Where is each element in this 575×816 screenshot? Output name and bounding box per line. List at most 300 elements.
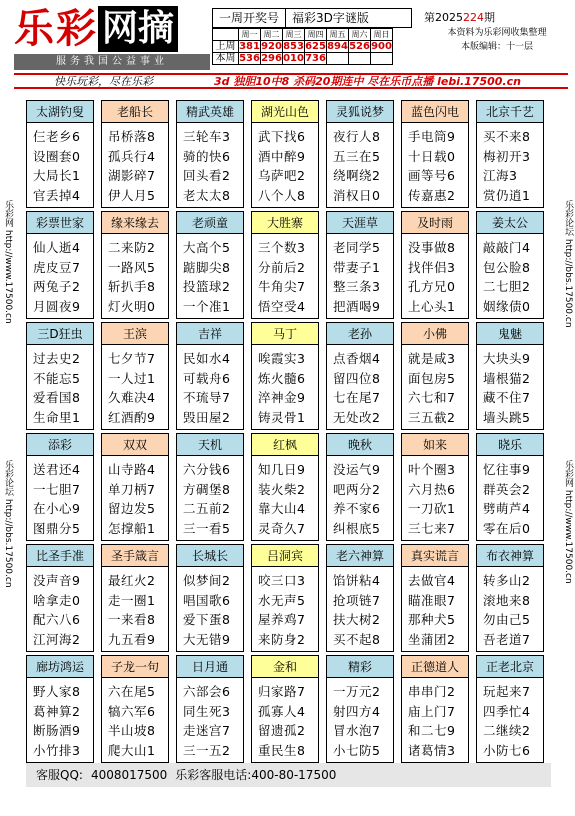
riddle-line: 把酒喝9 bbox=[333, 298, 381, 314]
riddle-lines bbox=[177, 234, 243, 316]
riddle-line: 水无声5 bbox=[258, 592, 306, 608]
riddle-line: 牛角尖7 bbox=[258, 279, 306, 294]
riddle-cell bbox=[476, 322, 544, 430]
riddle-author: 吕洞宾 bbox=[252, 545, 318, 567]
draw-table bbox=[212, 28, 393, 65]
draw-number: 381 bbox=[239, 41, 260, 52]
riddle-line: 三五截2 bbox=[408, 409, 456, 425]
riddle-line: 回头看2 bbox=[183, 168, 231, 183]
title-right: 福彩3D字谜版 bbox=[292, 11, 369, 25]
riddle-author: 精武英雄 bbox=[177, 101, 243, 123]
riddle-cell bbox=[101, 211, 169, 319]
riddle-cell bbox=[251, 655, 319, 763]
riddle-line: 留遗孤2 bbox=[258, 723, 306, 738]
riddle-line: 过去史2 bbox=[33, 351, 81, 366]
riddle-line: 六在尾5 bbox=[108, 684, 156, 699]
riddle-line: 装火柴2 bbox=[258, 481, 306, 497]
riddle-lines bbox=[402, 234, 468, 316]
riddle-author: 晚秋 bbox=[327, 434, 393, 456]
riddle-lines bbox=[327, 678, 393, 760]
riddle-line: 毁田屋2 bbox=[183, 409, 231, 425]
side-text-left-2: 乐彩论坛 http://bbs.17500.cn bbox=[3, 460, 13, 588]
riddle-line: 没运气9 bbox=[333, 462, 381, 477]
riddle-lines bbox=[402, 345, 468, 427]
riddle-line: 投篮球2 bbox=[183, 279, 231, 294]
riddle-line: 大块头9 bbox=[483, 351, 531, 366]
riddle-lines bbox=[327, 567, 393, 649]
riddle-author: 灵狐说梦 bbox=[327, 101, 393, 123]
riddle-cell bbox=[326, 433, 394, 541]
riddle-cell bbox=[101, 100, 169, 208]
riddle-line: 劈萌芦4 bbox=[483, 501, 531, 516]
riddle-line: 孤寡人4 bbox=[258, 703, 306, 719]
draw-days-row bbox=[213, 29, 393, 41]
riddle-line: 养不家6 bbox=[333, 501, 381, 516]
riddle-lines bbox=[402, 678, 468, 760]
riddle-line: 犒六军6 bbox=[108, 703, 156, 719]
draw-number: 536 bbox=[239, 53, 260, 64]
riddle-lines bbox=[102, 456, 168, 538]
riddle-author: 正老北京 bbox=[477, 656, 543, 678]
riddle-author: 小佛 bbox=[402, 323, 468, 345]
riddle-lines bbox=[27, 567, 93, 649]
riddle-line: 老同学5 bbox=[333, 240, 381, 255]
riddle-cell bbox=[476, 100, 544, 208]
riddle-line: 小竹排3 bbox=[33, 742, 81, 758]
riddle-line: 整三条3 bbox=[333, 279, 381, 294]
riddle-line: 在小心9 bbox=[33, 501, 81, 516]
riddle-line: 骑的快6 bbox=[183, 148, 231, 164]
riddle-lines bbox=[102, 123, 168, 205]
riddle-line: 三轮车3 bbox=[183, 129, 231, 144]
riddle-line: 设圈套0 bbox=[33, 148, 81, 164]
riddle-lines bbox=[252, 567, 318, 649]
riddle-cell bbox=[326, 211, 394, 319]
riddle-lines bbox=[252, 123, 318, 205]
riddle-cell bbox=[26, 433, 94, 541]
riddle-line: 买不来8 bbox=[483, 129, 531, 144]
riddle-lines bbox=[177, 345, 243, 427]
riddle-line: 没声音9 bbox=[33, 573, 81, 588]
riddle-line: 靠大山4 bbox=[258, 501, 306, 516]
riddle-lines bbox=[327, 345, 393, 427]
riddle-author: 布衣神算 bbox=[477, 545, 543, 567]
riddle-line: 一万元2 bbox=[333, 684, 381, 699]
footer bbox=[26, 763, 551, 787]
riddle-author: 彩票世家 bbox=[27, 212, 93, 234]
title-left: 一周开奖号 bbox=[213, 9, 286, 27]
riddle-line: 无处改2 bbox=[333, 409, 381, 425]
riddle-line: 方碉堡8 bbox=[183, 481, 231, 497]
riddle-line: 不能忘5 bbox=[33, 370, 81, 386]
riddle-lines bbox=[402, 123, 468, 205]
riddle-author: 比圣手准 bbox=[27, 545, 93, 567]
riddle-lines bbox=[477, 678, 543, 760]
riddle-line: 斩扒手8 bbox=[108, 279, 156, 294]
riddle-line: 转多山2 bbox=[483, 573, 531, 588]
riddle-line: 三一五2 bbox=[183, 742, 231, 758]
riddle-line: 二继续2 bbox=[483, 723, 531, 738]
riddle-author: 金和 bbox=[252, 656, 318, 678]
footer-phone: 乐彩客服电话:400-80-17500 bbox=[175, 768, 337, 782]
draw-number: 736 bbox=[305, 53, 326, 64]
riddle-line: 爱下蛋8 bbox=[183, 612, 231, 627]
riddle-line: 包公脸8 bbox=[483, 259, 531, 275]
riddle-line: 走一圈1 bbox=[108, 592, 156, 608]
riddle-cell bbox=[176, 655, 244, 763]
riddle-lines bbox=[102, 234, 168, 316]
riddle-lines bbox=[402, 456, 468, 538]
source-note: 本资料为乐彩网收集整理 bbox=[447, 28, 547, 38]
riddle-line: 小防七6 bbox=[483, 742, 531, 758]
riddle-line: 零在后0 bbox=[483, 520, 531, 536]
riddle-line: 月圆夜9 bbox=[33, 298, 81, 314]
riddle-author: 双双 bbox=[102, 434, 168, 456]
riddle-author: 缘来缘去 bbox=[102, 212, 168, 234]
riddle-cell bbox=[326, 322, 394, 430]
logo-main-text: 乐彩 bbox=[14, 6, 98, 52]
riddle-cell bbox=[401, 544, 469, 652]
riddle-lines bbox=[327, 456, 393, 538]
riddle-line: 大无错9 bbox=[183, 631, 231, 647]
riddle-author: 王滨 bbox=[102, 323, 168, 345]
riddle-line: 叶个圈3 bbox=[408, 462, 456, 477]
riddle-cell bbox=[401, 100, 469, 208]
riddle-line: 屋养鸡7 bbox=[258, 612, 306, 627]
riddle-line: 知几日9 bbox=[258, 462, 306, 477]
riddle-lines bbox=[252, 345, 318, 427]
riddle-author: 老六神算 bbox=[327, 545, 393, 567]
side-text-right-2: 乐彩网 http://www.17500.cn bbox=[563, 460, 573, 584]
riddle-line: 仨老乡6 bbox=[33, 129, 81, 144]
riddle-line: 夜行人8 bbox=[333, 129, 381, 144]
riddle-line: 带妻子1 bbox=[333, 259, 381, 275]
riddle-cell bbox=[401, 211, 469, 319]
riddle-cell bbox=[26, 655, 94, 763]
riddle-author: 天机 bbox=[177, 434, 243, 456]
riddle-line: 消权日0 bbox=[333, 187, 381, 203]
riddle-line: 咬三口3 bbox=[258, 573, 306, 588]
riddle-line: 吧两分2 bbox=[333, 481, 381, 497]
riddle-line: 大局长1 bbox=[33, 168, 81, 183]
riddle-author: 太湖钓叟 bbox=[27, 101, 93, 123]
riddle-line: 小七防5 bbox=[333, 742, 381, 758]
riddle-line: 六部会6 bbox=[183, 684, 231, 699]
day-label: 周二 bbox=[261, 29, 283, 41]
riddle-author: 长城长 bbox=[177, 545, 243, 567]
riddle-author: 红枫 bbox=[252, 434, 318, 456]
riddle-author: 及时雨 bbox=[402, 212, 468, 234]
footer-qq: 4008017500 bbox=[90, 768, 168, 782]
riddle-line: 踮脚尖8 bbox=[183, 259, 231, 275]
riddle-line: 湖影碎7 bbox=[108, 168, 156, 183]
riddle-cell bbox=[26, 100, 94, 208]
riddle-line: 墙头跳5 bbox=[483, 409, 531, 425]
riddle-cell bbox=[176, 100, 244, 208]
riddle-line: 二来防2 bbox=[108, 240, 156, 255]
riddle-lines bbox=[477, 456, 543, 538]
banner bbox=[14, 73, 568, 89]
banner-promo[interactable]: 3d 独胆10中8 杀码20期连中 尽在乐币点播 lebi.17500.cn bbox=[214, 75, 521, 88]
riddle-line: 红酒酌9 bbox=[108, 409, 156, 425]
riddle-lines bbox=[402, 567, 468, 649]
riddle-lines bbox=[327, 234, 393, 316]
riddle-line: 找伴侣3 bbox=[408, 259, 456, 275]
riddle-lines bbox=[177, 678, 243, 760]
draw-number: 900 bbox=[371, 41, 392, 52]
riddle-lines bbox=[102, 678, 168, 760]
draw-number bbox=[371, 53, 393, 65]
riddle-author: 晓乐 bbox=[477, 434, 543, 456]
riddle-line: 群英会2 bbox=[483, 481, 531, 497]
riddle-line: 一个准1 bbox=[183, 298, 231, 314]
riddle-line: 赏仍逍1 bbox=[483, 187, 531, 203]
riddle-line: 九五看9 bbox=[108, 631, 156, 647]
riddle-author: 鬼魅 bbox=[477, 323, 543, 345]
riddle-line: 配六八6 bbox=[33, 612, 81, 627]
riddle-cell bbox=[26, 211, 94, 319]
riddle-line: 七夕节7 bbox=[108, 351, 156, 366]
riddle-line: 淬神金9 bbox=[258, 390, 306, 405]
riddle-line: 仙人逝4 bbox=[33, 240, 81, 255]
title-row bbox=[212, 8, 412, 28]
riddle-cell bbox=[101, 544, 169, 652]
riddle-author: 子龙一句 bbox=[102, 656, 168, 678]
riddle-line: 江海3 bbox=[483, 168, 518, 183]
issue-info bbox=[424, 10, 570, 54]
draw-number: 894 bbox=[327, 41, 348, 52]
riddle-author: 马丁 bbox=[252, 323, 318, 345]
riddle-line: 灵奇久7 bbox=[258, 520, 306, 536]
riddle-line: 铸灵骨1 bbox=[258, 409, 306, 425]
riddle-lines bbox=[477, 345, 543, 427]
riddle-cell bbox=[176, 322, 244, 430]
riddle-line: 手电筒9 bbox=[408, 129, 456, 144]
riddle-line: 射四方4 bbox=[333, 703, 381, 719]
riddle-line: 玩起来7 bbox=[483, 684, 531, 699]
riddle-lines bbox=[477, 123, 543, 205]
riddle-line: 孔方兄0 bbox=[408, 279, 456, 294]
riddle-line: 绕啊绕2 bbox=[333, 168, 381, 183]
day-label: 周五 bbox=[327, 29, 349, 41]
riddle-line: 一来看8 bbox=[108, 612, 156, 627]
riddle-line: 单刀柄7 bbox=[108, 481, 156, 497]
riddle-line: 官丢掉4 bbox=[33, 187, 81, 203]
logo-net-text: 网摘 bbox=[98, 6, 178, 52]
riddle-line: 敲敲门4 bbox=[483, 240, 531, 255]
riddle-cell bbox=[101, 433, 169, 541]
riddle-line: 二五前2 bbox=[183, 501, 231, 516]
riddle-lines bbox=[327, 123, 393, 205]
riddle-author: 真实谎言 bbox=[402, 545, 468, 567]
riddle-line: 分前后2 bbox=[258, 259, 306, 275]
draw-number: 526 bbox=[349, 41, 370, 52]
riddle-line: 留四位8 bbox=[333, 370, 381, 386]
riddle-line: 瞄准眼7 bbox=[408, 592, 456, 608]
riddle-line: 一七胆7 bbox=[33, 481, 81, 497]
riddle-line: 一刀砍1 bbox=[408, 501, 456, 516]
side-text-left-1: 乐彩网 http://www.17500.cn bbox=[3, 200, 13, 324]
riddle-line: 六分钱6 bbox=[183, 462, 231, 477]
riddle-line: 最红火2 bbox=[108, 573, 156, 588]
riddle-author: 添彩 bbox=[27, 434, 93, 456]
riddle-author: 大胜寨 bbox=[252, 212, 318, 234]
riddle-line: 买不起8 bbox=[333, 631, 381, 647]
riddle-line: 图鼎分5 bbox=[33, 520, 81, 536]
riddle-author: 日月通 bbox=[177, 656, 243, 678]
issue-number: 第2025224期 bbox=[424, 11, 495, 24]
riddle-lines bbox=[27, 345, 93, 427]
this-week-label: 本周 bbox=[213, 53, 239, 65]
riddle-author: 老顽童 bbox=[177, 212, 243, 234]
riddle-line: 爱看国8 bbox=[33, 390, 81, 405]
riddle-line: 画等号6 bbox=[408, 168, 456, 183]
riddle-line: 七在尾7 bbox=[333, 390, 381, 405]
riddle-line: 一路风5 bbox=[108, 259, 156, 275]
riddle-line: 灯火明0 bbox=[108, 298, 156, 314]
riddle-line: 不琉导7 bbox=[183, 390, 231, 405]
riddle-author: 姜太公 bbox=[477, 212, 543, 234]
riddle-line: 没事做8 bbox=[408, 240, 456, 255]
draw-number: 010 bbox=[283, 53, 304, 64]
riddle-author: 精彩 bbox=[327, 656, 393, 678]
day-label: 周六 bbox=[349, 29, 371, 41]
riddle-author: 正德道人 bbox=[402, 656, 468, 678]
riddle-line: 面包房5 bbox=[408, 370, 456, 386]
riddle-lines bbox=[252, 678, 318, 760]
riddle-line: 同生死3 bbox=[183, 703, 231, 719]
riddle-line: 似梦间2 bbox=[183, 573, 231, 588]
riddle-line: 葛神算2 bbox=[33, 703, 81, 719]
riddle-cell bbox=[326, 655, 394, 763]
riddle-cell bbox=[176, 211, 244, 319]
riddle-line: 上心头1 bbox=[408, 298, 456, 314]
riddle-author: 廊坊鸿运 bbox=[27, 656, 93, 678]
riddle-line: 断肠酒9 bbox=[33, 723, 81, 738]
riddle-line: 唉霞实3 bbox=[258, 351, 306, 366]
riddle-line: 炼火髓6 bbox=[258, 370, 306, 386]
riddle-author: 圣手箴言 bbox=[102, 545, 168, 567]
riddle-cell bbox=[476, 433, 544, 541]
riddle-cell bbox=[176, 433, 244, 541]
riddle-line: 十日载0 bbox=[408, 148, 456, 164]
riddle-line: 那种犬5 bbox=[408, 612, 456, 627]
last-week-row bbox=[213, 41, 393, 53]
riddle-line: 大高个5 bbox=[183, 240, 231, 255]
riddle-line: 姻缘债0 bbox=[483, 298, 531, 314]
riddle-lines bbox=[252, 234, 318, 316]
riddle-cell bbox=[251, 433, 319, 541]
riddle-cell bbox=[401, 322, 469, 430]
riddle-cell bbox=[251, 211, 319, 319]
riddle-line: 六七和7 bbox=[408, 390, 456, 405]
banner-motto: 快乐玩彩，尽在乐彩 bbox=[54, 75, 153, 88]
riddle-lines bbox=[177, 456, 243, 538]
riddle-line: 庙上门7 bbox=[408, 703, 456, 719]
riddle-cell bbox=[476, 544, 544, 652]
riddle-line: 点香烟4 bbox=[333, 351, 381, 366]
riddle-line: 来防身2 bbox=[258, 631, 306, 647]
riddle-line: 走迷宫7 bbox=[183, 723, 231, 738]
riddle-line: 扶大树2 bbox=[333, 612, 381, 627]
draw-number: 625 bbox=[305, 41, 326, 52]
riddle-line: 爬大山1 bbox=[108, 742, 156, 758]
riddle-line: 吾老道7 bbox=[483, 631, 531, 647]
riddle-cell bbox=[26, 544, 94, 652]
riddle-author: 湖光山色 bbox=[252, 101, 318, 123]
riddle-line: 唱国歌6 bbox=[183, 592, 231, 608]
riddle-author: 老船长 bbox=[102, 101, 168, 123]
riddle-lines bbox=[477, 234, 543, 316]
riddle-line: 串串门2 bbox=[408, 684, 456, 699]
slogan: 服务我国公益事业 bbox=[14, 54, 210, 70]
riddle-line: 可载舟6 bbox=[183, 370, 231, 386]
this-week-row bbox=[213, 53, 393, 65]
riddle-line: 伊人月5 bbox=[108, 187, 156, 203]
riddle-line: 酒中醉9 bbox=[258, 148, 306, 164]
riddle-line: 就是咸3 bbox=[408, 351, 456, 366]
riddle-line: 半山坡8 bbox=[108, 723, 156, 738]
riddle-line: 久难决4 bbox=[108, 390, 156, 405]
draw-number: 296 bbox=[261, 53, 282, 64]
riddle-line: 诸葛情3 bbox=[408, 742, 456, 758]
riddle-line: 藏不住7 bbox=[483, 390, 531, 405]
riddle-author: 三D狂虫 bbox=[27, 323, 93, 345]
riddle-author: 吉祥 bbox=[177, 323, 243, 345]
riddle-cell bbox=[476, 655, 544, 763]
riddle-line: 乌萨吧2 bbox=[258, 168, 306, 183]
riddle-line: 四季忙4 bbox=[483, 703, 531, 719]
riddle-line: 归家路7 bbox=[258, 684, 306, 699]
riddle-line: 江河海2 bbox=[33, 631, 81, 647]
riddle-lines bbox=[27, 234, 93, 316]
riddle-line: 悟空受4 bbox=[258, 298, 306, 314]
riddle-line: 墙根猫2 bbox=[483, 370, 531, 386]
riddle-cell bbox=[401, 655, 469, 763]
riddle-cell bbox=[251, 322, 319, 430]
riddle-line: 吊桥落8 bbox=[108, 129, 156, 144]
riddle-lines bbox=[177, 567, 243, 649]
riddle-line: 去做官4 bbox=[408, 573, 456, 588]
riddle-lines bbox=[477, 567, 543, 649]
riddle-author: 天涯草 bbox=[327, 212, 393, 234]
riddle-line: 送君还4 bbox=[33, 462, 81, 477]
riddle-cell bbox=[101, 655, 169, 763]
draw-number: 920 bbox=[261, 41, 282, 52]
riddle-lines bbox=[177, 123, 243, 205]
riddle-line: 两兔子2 bbox=[33, 279, 81, 294]
riddle-line: 啥拿走0 bbox=[33, 592, 81, 608]
riddle-line: 八个人8 bbox=[258, 187, 306, 203]
riddle-line: 冒水泡7 bbox=[333, 723, 381, 738]
riddle-cell bbox=[101, 322, 169, 430]
riddle-cell bbox=[401, 433, 469, 541]
day-label: 周三 bbox=[283, 29, 305, 41]
riddle-line: 生命里1 bbox=[33, 409, 81, 425]
riddle-line: 五三在5 bbox=[333, 148, 381, 164]
riddle-line: 重民生8 bbox=[258, 742, 306, 758]
riddle-line: 野人家8 bbox=[33, 684, 81, 699]
riddle-line: 孤兵行4 bbox=[108, 148, 156, 164]
day-label: 周日 bbox=[371, 29, 393, 41]
riddle-author: 北京千艺 bbox=[477, 101, 543, 123]
riddle-line: 抢项链7 bbox=[333, 592, 381, 608]
riddle-lines bbox=[102, 567, 168, 649]
riddle-cell bbox=[476, 211, 544, 319]
riddle-author: 如来 bbox=[402, 434, 468, 456]
riddle-cell bbox=[326, 544, 394, 652]
riddle-line: 留边发5 bbox=[108, 501, 156, 516]
